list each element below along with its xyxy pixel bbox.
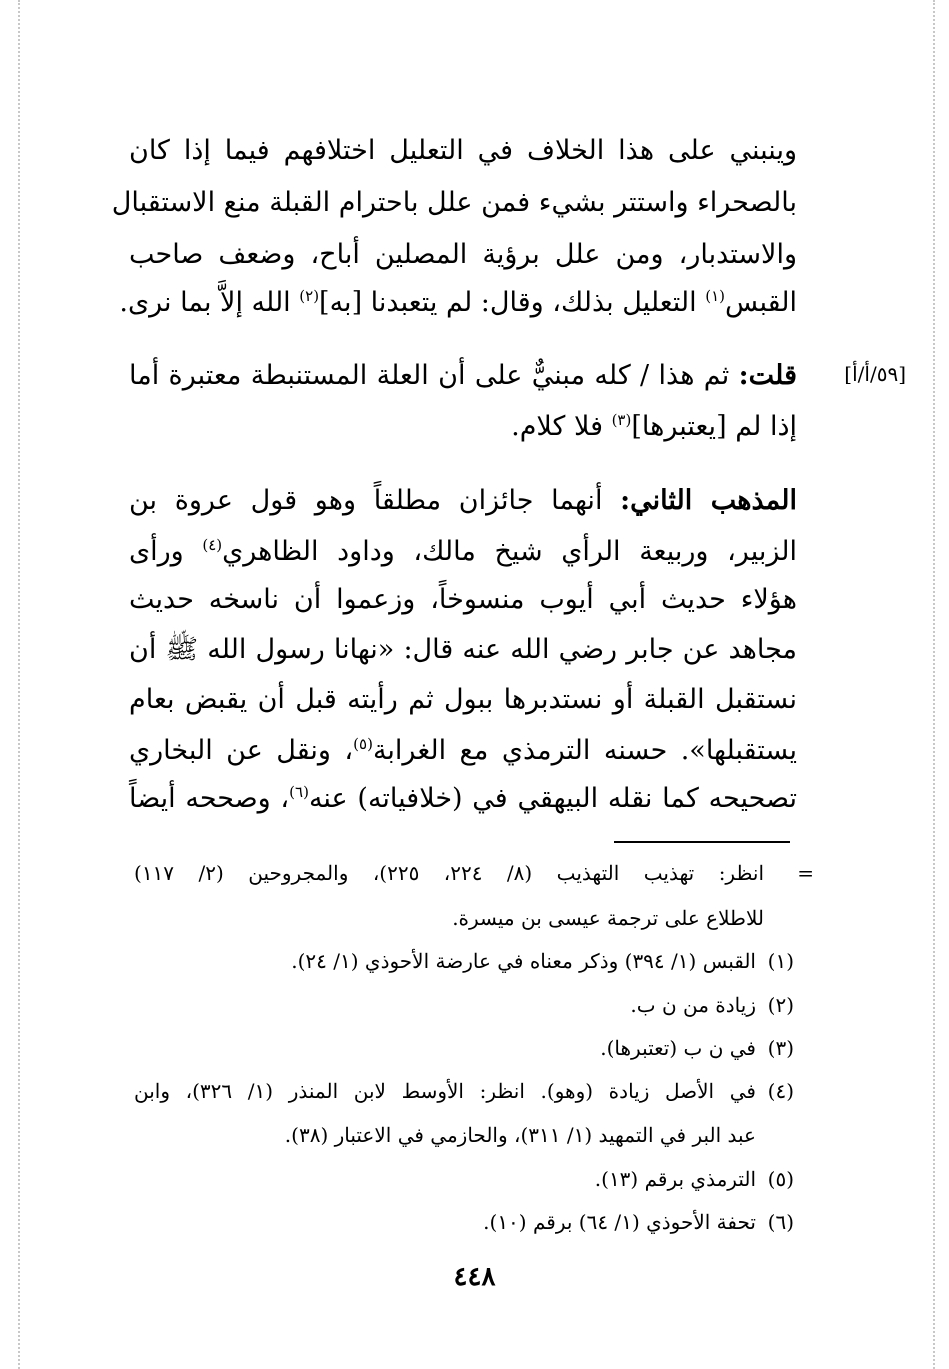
para2-line2-a: إذا لم [يعتبرها] bbox=[631, 411, 797, 442]
para3-line2-b: ورأى bbox=[129, 536, 203, 567]
para2-line2-b: فلا كلام. bbox=[511, 411, 612, 442]
para1-line4-a: القبس bbox=[725, 287, 797, 318]
para2-line2 bbox=[129, 407, 797, 447]
footnote-ref-1[interactable]: (١) bbox=[705, 287, 726, 305]
footnote-number: (٢) bbox=[767, 993, 794, 1017]
footnote-continued-line2: للاطلاع على ترجمة عيسى بن ميسرة. bbox=[452, 906, 764, 930]
footnote-ref-3[interactable]: (٣) bbox=[611, 411, 632, 429]
para1-line4 bbox=[119, 283, 797, 323]
para3-lead: المذهب الثاني: bbox=[620, 485, 797, 516]
footnote-number: (٣) bbox=[767, 1036, 794, 1060]
footnote-number: (١) bbox=[767, 949, 794, 973]
para3-line7-a: تصحيحه كما نقله البيهقي في (خلافياته) عنه bbox=[308, 783, 797, 814]
continuation-mark: = bbox=[797, 861, 814, 885]
page-number: ٤٤٨ bbox=[453, 1262, 496, 1292]
scan-edge-left bbox=[18, 0, 20, 1369]
para3-line6-a: يستقبلها». حسنه الترمذي مع الغرابة bbox=[372, 735, 797, 766]
footnote-text: الترمذي برقم (١٣). bbox=[594, 1167, 756, 1191]
footnote-text: في ن ب (تعتبرها). bbox=[600, 1036, 756, 1060]
para1-line2: بالصحراء واستتر بشيء فمن علل باحترام القبلة منع الاستقبال bbox=[111, 187, 797, 218]
footnote-ref-2[interactable]: (٢) bbox=[299, 287, 320, 305]
footnote-continued-line1: انظر: تهذيب التهذيب (٨/ ٢٢٤، ٢٢٥)، والمجروحين (٢/ ١١٧) bbox=[134, 861, 764, 885]
para2-line1-rest: ثم هذا / كله مبنيٌّ على أن العلة المستنبطة معتبرة أما bbox=[129, 360, 739, 391]
footnote-text: زيادة من ن ب. bbox=[630, 993, 756, 1017]
para1-line1: وينبني على هذا الخلاف في التعليل اختلافهم فيما إذا كان bbox=[129, 135, 797, 166]
para3-line5: نستقبل القبلة أو نستدبرها ببول ثم رأيته قبل أن يقبض بعام bbox=[129, 684, 797, 715]
para1-line3: والاستدبار، ومن علل برؤية المصلين أباح، وضعف صاحب bbox=[129, 239, 797, 270]
footnote-ref-5[interactable]: (٥) bbox=[353, 735, 373, 753]
scan-edge-right bbox=[933, 0, 935, 1369]
footnote-text: عبد البر في التمهيد (١/ ٣١١)، والحازمي في الاعتبار (٣٨). bbox=[284, 1123, 756, 1147]
footnote-ref-6[interactable]: (٦) bbox=[289, 783, 309, 801]
footnote-number: (٤) bbox=[767, 1079, 794, 1103]
para3-line2-a: الزبير، وربيعة الرأي شيخ مالك، وداود الظاهري bbox=[222, 536, 797, 567]
para3-line3: هؤلاء حديث أبي أيوب منسوخاً، وزعموا أن ناسخه حديث bbox=[129, 584, 797, 615]
para1-line4-b: التعليل بذلك، وقال: لم يتعبدنا [به] bbox=[319, 287, 706, 318]
para3-line2 bbox=[129, 532, 797, 572]
footnote-text: في الأصل زيادة (وهو). انظر: الأوسط لابن المنذر (١/ ٣٢٦)، وابن bbox=[134, 1079, 756, 1103]
para3-line4: مجاهد عن جابر رضي الله عنه قال: «نهانا رسول الله ﷺ أن bbox=[129, 634, 797, 665]
footnote-ref-4[interactable]: (٤) bbox=[202, 536, 223, 554]
footnote-number: (٥) bbox=[767, 1167, 794, 1191]
footnote-text: تحفة الأحوذي (١/ ٦٤) برقم (١٠). bbox=[483, 1210, 756, 1234]
manuscript-folio-ref: [٥٩/أ/أ] bbox=[844, 362, 906, 386]
para3-line6 bbox=[129, 731, 797, 771]
para3-line6-b: ، ونقل عن البخاري bbox=[129, 735, 354, 766]
para1-line4-c: الله إلاَّ بما نرى. bbox=[119, 287, 300, 318]
para2-line1 bbox=[129, 356, 797, 396]
para3-line7 bbox=[129, 779, 797, 819]
para3-line7-b: ، وصححه أيضاً bbox=[129, 783, 290, 814]
footnote-separator bbox=[614, 841, 790, 843]
para3-line1-rest: أنهما جائزان مطلقاً وهو قول عروة بن bbox=[129, 485, 621, 516]
footnote-text: القبس (١/ ٣٩٤) وذكر معناه في عارضة الأحوذي (١/ ٢٤). bbox=[291, 949, 756, 973]
para3-line1 bbox=[129, 481, 797, 521]
para2-lead: قلت: bbox=[738, 360, 797, 391]
footnote-number: (٦) bbox=[767, 1210, 794, 1234]
